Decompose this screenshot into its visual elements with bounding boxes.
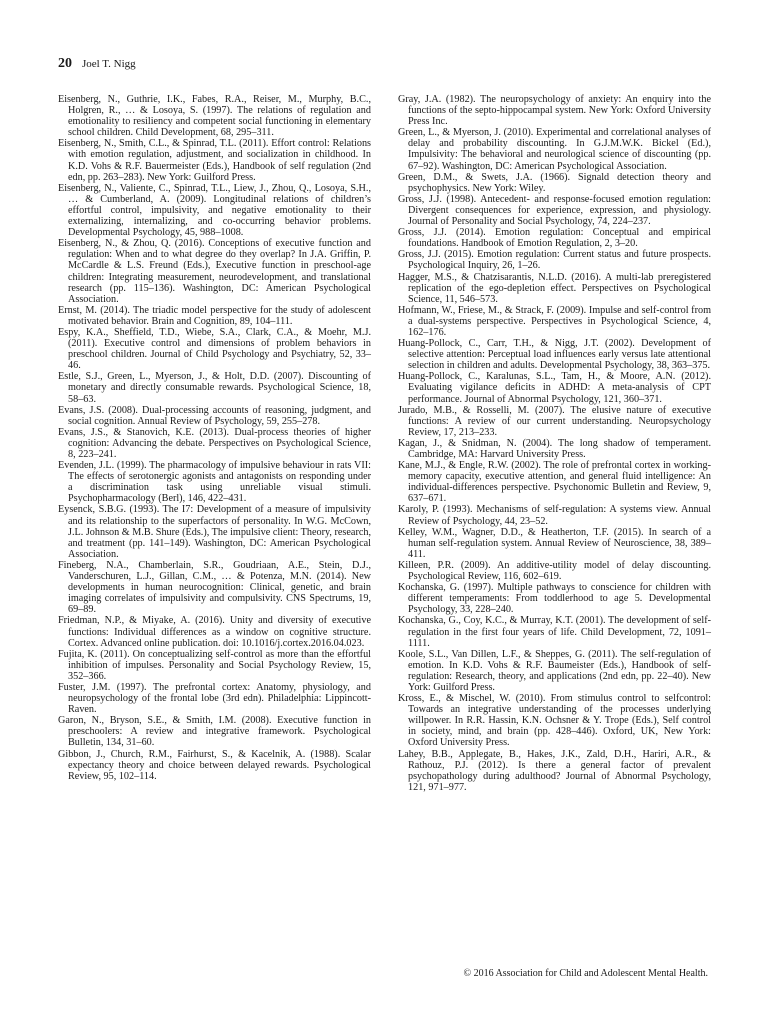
reference-entry: Kane, M.J., & Engle, R.W. (2002). The role of prefrontal cortex in working-memory capacity, executive attention, and general fluid intelligence: An individual-differences perspective. Psychonomic Bulletin and Review, 9, 637–671.	[398, 460, 711, 505]
reference-entry: Eysenck, S.B.G. (1993). The I7: Development of a measure of impulsivity and its relationship to the superfactors of personality. In W.G. McCown, J.L. Johnson & M.B. Shure (Eds.), The impulsive client: Theory, research, and treatment (pp. 141–149). Washington, DC: American Psychological Association.	[58, 504, 371, 560]
reference-entry: Kross, E., & Mischel, W. (2010). From stimulus control to selfcontrol: Towards an integrative understanding of the processes underlying willpower. In R.R. Hassin, K.N. Ochsner & Y. Trope (Eds.), Self control in society, mind, and brain (pp. 428–446). Oxford, UK, New York: Oxford University Press.	[398, 693, 711, 749]
reference-entry: Fineberg, N.A., Chamberlain, S.R., Goudriaan, A.E., Stein, D.J., Vanderschuren, L.J., Gillan, C.M., … & Potenza, M.N. (2014). New developments in human neurocognition: Clinical, genetic, and brain imaging correlates of impulsivity and compulsivity. CNS Spectrums, 19, 69–89.	[58, 559, 371, 616]
page-header	[58, 56, 136, 72]
reference-entry: Huang-Pollock, C., Karalunas, S.L., Tam, H., & Moore, A.N. (2012). Evaluating vigilance deficits in ADHD: A meta-analysis of CPT performance. Journal of Abnormal Psychology, 121, 360–371.	[398, 371, 711, 405]
reference-entry: Evans, J.S., & Stanovich, K.E. (2013). Dual-process theories of higher cognition: Advancing the debate. Perspectives on Psychological Science, 8, 223–241.	[58, 426, 371, 460]
reference-entry: Eisenberg, N., Guthrie, I.K., Fabes, R.A., Reiser, M., Murphy, B.C., Holgren, R., … & Losoya, S. (1997). The relations of regulation and emotionality to resiliency and competent social functioning in elementary school children. Child Development, 68, 295–311.	[58, 94, 371, 139]
reference-entry: Eisenberg, N., Smith, C.L., & Spinrad, T.L. (2011). Effort control: Relations with emotion regulation, adjustment, and socialization in childhood. In K.D. Vohs & R.F. Bauermeister (Eds.), Handbook of self regulation (2nd edn, pp. 263–283). New York: Guilford Press.	[58, 138, 371, 183]
reference-entry: Kelley, W.M., Wagner, D.D., & Heatherton, T.F. (2015). In search of a human self-regulation system. Annual Review of Neuroscience, 38, 389–411.	[398, 526, 711, 560]
reference-entry: Espy, K.A., Sheffield, T.D., Wiebe, S.A., Clark, C.A., & Moehr, M.J. (2011). Executive control and dimensions of problem behaviors in preschool children. Journal of Child Psychology and Psychiatry, 52, 33–46.	[58, 326, 371, 372]
reference-entry: Kochanska, G. (1997). Multiple pathways to conscience for children with different temperaments: From toddlerhood to age 5. Developmental Psychology, 33, 228–240.	[398, 582, 711, 616]
reference-entry: Friedman, N.P., & Miyake, A. (2016). Unity and diversity of executive functions: Individual differences as a window on cognitive structure. Cortex. Advanced online publication. doi: 10.1016/j.cortex.2016.04.023.	[58, 615, 371, 649]
reference-entry: Fujita, K. (2011). On conceptualizing self-control as more than the effortful inhibition of impulses. Personality and Social Psychology Review, 15, 352–366.	[58, 648, 371, 682]
reference-entry: Hagger, M.S., & Chatzisarantis, N.L.D. (2016). A multi-lab preregistered replication of the ego-depletion effect. Perspectives on Psychological Science, 11, 546–573.	[398, 271, 711, 305]
page-number: 20	[58, 56, 72, 71]
references-column-left	[58, 94, 371, 782]
reference-entry: Garon, N., Bryson, S.E., & Smith, I.M. (2008). Executive function in preschoolers: A review and integrative framework. Psychological Bulletin, 134, 31–60.	[58, 715, 371, 749]
reference-entry: Gross, J.J. (2014). Emotion regulation: Conceptual and empirical foundations. Handbook of Emotion Regulation, 2, 3–20.	[398, 227, 711, 250]
reference-entry: Evenden, J.L. (1999). The pharmacology of impulsive behaviour in rats VII: The effects of serotonergic agonists and antagonists on responding under a discrimination task using unreliable visual stimuli. Psychopharmacology (Berl), 146, 422–431.	[58, 460, 371, 505]
reference-entry: Killeen, P.R. (2009). An additive-utility model of delay discounting. Psychological Review, 116, 602–619.	[398, 559, 711, 583]
references-column-right	[398, 94, 711, 793]
reference-entry: Eisenberg, N., & Zhou, Q. (2016). Conceptions of executive function and regulation: When and to what degree do they overlap? In J.A. Griffin, P. McCardle & L.S. Freund (Eds.), Executive function in preschool-age children: Integrating measurement, neurodevelopment, and translational research (pp. 115–136). Washington, DC: American Psychological Association.	[58, 238, 371, 305]
reference-entry: Jurado, M.B., & Rosselli, M. (2007). The elusive nature of executive functions: A review of our current understanding. Neuropsychology Review, 17, 213–233.	[398, 404, 711, 438]
reference-entry: Koole, S.L., Van Dillen, L.F., & Sheppes, G. (2011). The self-regulation of emotion. In K.D. Vohs & R.F. Baumeister (Eds.), Handbook of self-regulation: Research, theory, and applications (2nd edn, pp. 22–40). New York: Guilford Press.	[398, 648, 711, 693]
running-head-author: Joel T. Nigg	[82, 58, 136, 70]
reference-entry: Karoly, P. (1993). Mechanisms of self-regulation: A systems view. Annual Review of Psychology, 44, 23–52.	[398, 504, 711, 527]
reference-entry: Huang-Pollock, C., Carr, T.H., & Nigg, J.T. (2002). Development of selective attention: Perceptual load influences early versus late attentional selection in children and adults. Developmental Psychology, 38, 363–375.	[398, 338, 711, 372]
reference-entry: Kagan, J., & Snidman, N. (2004). The long shadow of temperament. Cambridge, MA: Harvard University Press.	[398, 437, 711, 460]
reference-entry: Estle, S.J., Green, L., Myerson, J., & Holt, D.D. (2007). Discounting of monetary and directly consumable rewards. Psychological Science, 18, 58–63.	[58, 371, 371, 405]
reference-entry: Gross, J.J. (2015). Emotion regulation: Current status and future prospects. Psychological Inquiry, 26, 1–26.	[398, 249, 711, 272]
reference-entry: Kochanska, G., Coy, K.C., & Murray, K.T. (2001). The development of self-regulation in the first four years of life. Child Development, 72, 1091–1111.	[398, 615, 711, 649]
copyright-footer: © 2016 Association for Child and Adolescent Mental Health.	[463, 968, 708, 979]
reference-entry: Green, L., & Myerson, J. (2010). Experimental and correlational analyses of delay and probability discounting. In G.J.M.W.K. Bickel (Ed.), Impulsivity: The behavioral and neurological science of discounting (pp. 67–92). Washington, DC: American Psychological Association.	[398, 127, 711, 172]
reference-entry: Ernst, M. (2014). The triadic model perspective for the study of adolescent motivated behavior. Brain and Cognition, 89, 104–111.	[58, 304, 371, 327]
reference-entry: Lahey, B.B., Applegate, B., Hakes, J.K., Zald, D.H., Hariri, A.R., & Rathouz, P.J. (2012). Is there a general factor of prevalent psychopathology during adulthood? Journal of Abnormal Psychology, 121, 971–977.	[398, 748, 711, 793]
reference-entry: Hofmann, W., Friese, M., & Strack, F. (2009). Impulse and self-control from a dual-systems perspective. Perspectives in Psychological Science, 4, 162–176.	[398, 304, 711, 338]
reference-entry: Gross, J.J. (1998). Antecedent- and response-focused emotion regulation: Divergent consequences for experience, expression, and physiology. Journal of Personality and Social Psychology, 74, 224–237.	[398, 193, 711, 228]
reference-entry: Eisenberg, N., Valiente, C., Spinrad, T.L., Liew, J., Zhou, Q., Losoya, S.H., … & Cumberland, A. (2009). Longitudinal relations of children’s effortful control, impulsivity, and negative emotionality to their externalizing, internalizing, and co-occurring behavior problems. Developmental Psychology, 45, 988–1008.	[58, 182, 371, 239]
reference-entry: Green, D.M., & Swets, J.A. (1966). Signald detection theory and psychophysics. New York: Wiley.	[398, 171, 711, 194]
reference-entry: Gray, J.A. (1982). The neuropsychology of anxiety: An enquiry into the functions of the septo-hippocampal system. New York: Oxford University Press Inc.	[398, 94, 711, 128]
reference-entry: Fuster, J.M. (1997). The prefrontal cortex: Anatomy, physiology, and neuropsychology of the frontal lobe (3rd edn). Philadelphia: Lippincott-Raven.	[58, 681, 371, 716]
reference-entry: Evans, J.S. (2008). Dual-processing accounts of reasoning, judgment, and social cognition. Annual Review of Psychology, 59, 255–278.	[58, 404, 371, 427]
reference-entry: Gibbon, J., Church, R.M., Fairhurst, S., & Kacelnik, A. (1988). Scalar expectancy theory and choice between delayed rewards. Psychological Review, 95, 102–114.	[58, 748, 371, 782]
